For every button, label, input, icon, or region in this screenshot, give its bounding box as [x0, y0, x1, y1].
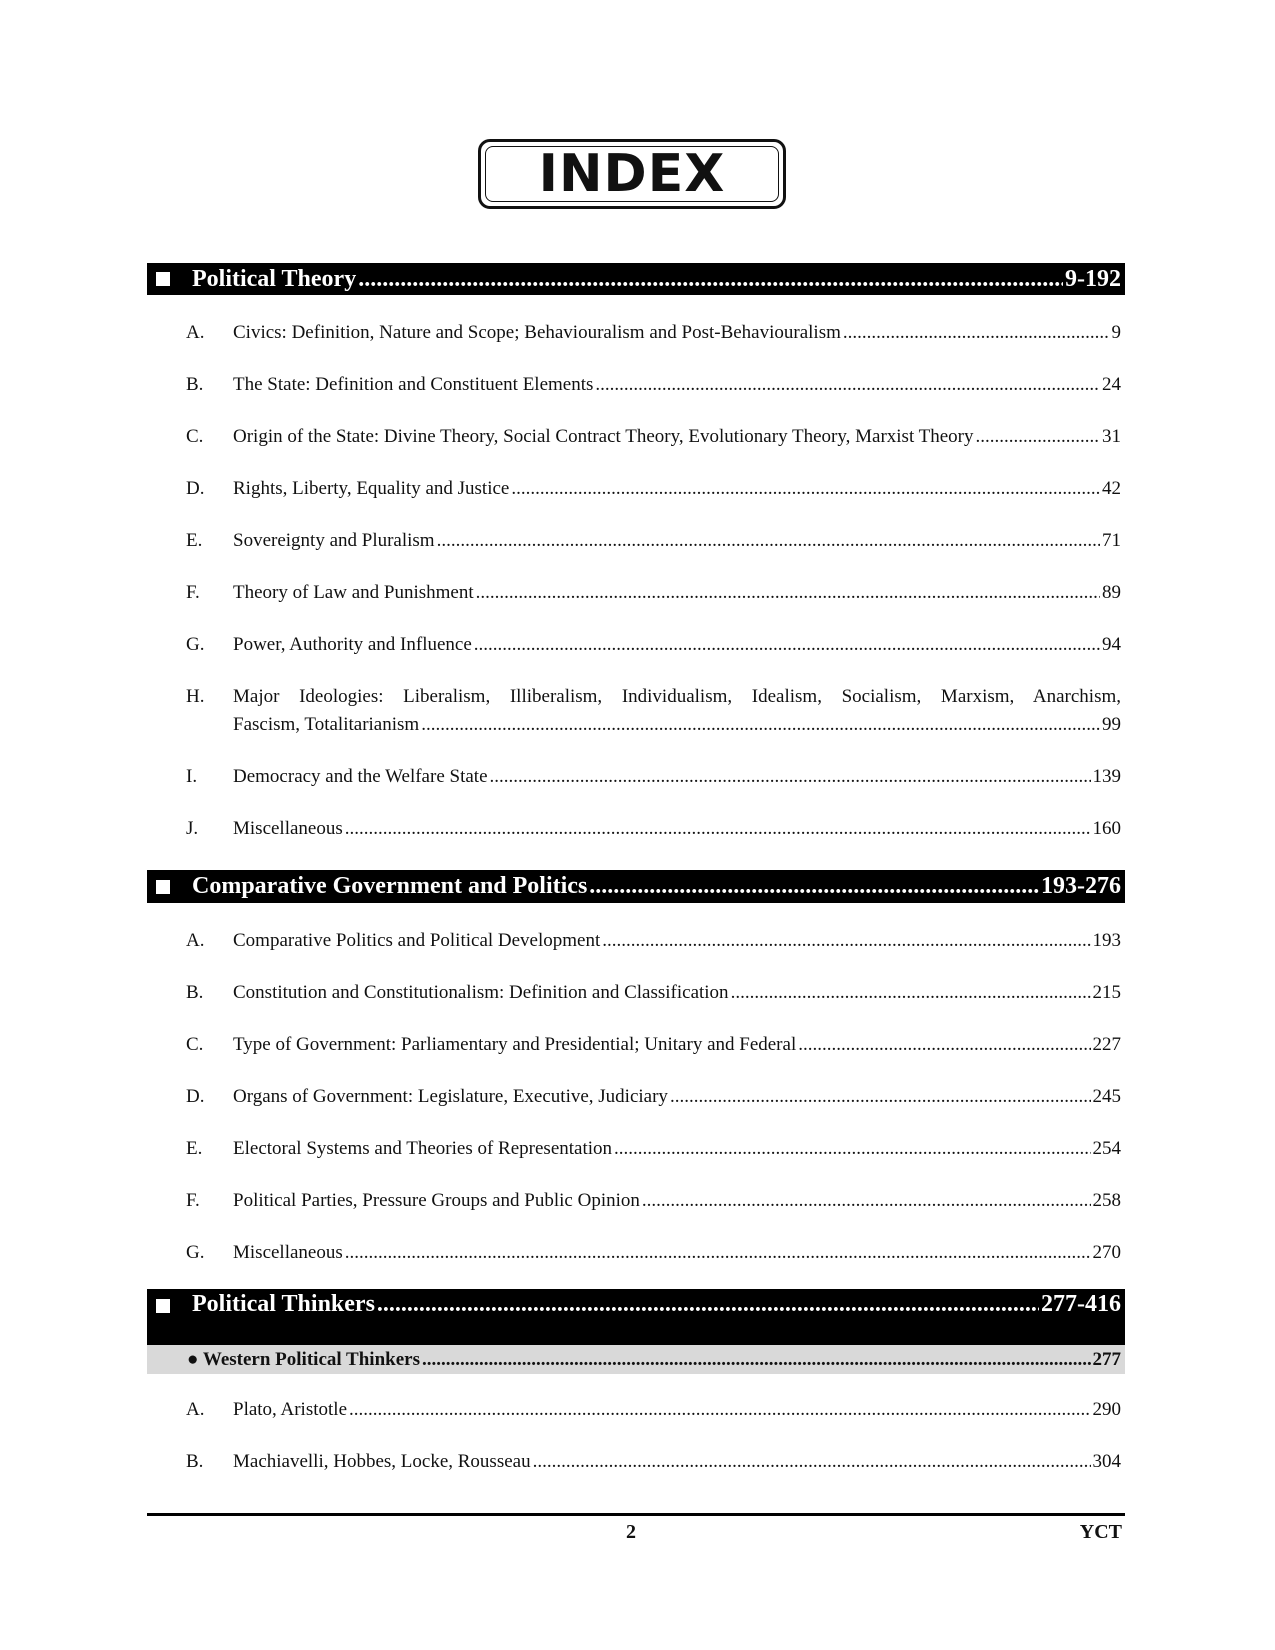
square-bullet-icon	[156, 272, 170, 286]
item-letter: C.	[186, 1034, 204, 1055]
item-page: 270	[1092, 1242, 1121, 1263]
item-page: 258	[1092, 1190, 1121, 1211]
item-page: 139	[1092, 766, 1121, 787]
item-page: 290	[1092, 1399, 1121, 1420]
item-page: 193	[1092, 930, 1121, 951]
item-text: Sovereignty and Pluralism	[233, 530, 435, 551]
section-pages: 9-192	[1065, 265, 1121, 292]
item-letter: G.	[186, 634, 205, 655]
item-text: Organs of Government: Legislature, Executive, Judiciary	[233, 1086, 668, 1107]
section-title: Political Theory	[192, 265, 357, 292]
item-letter: J.	[186, 818, 199, 839]
item-page: 71	[1102, 530, 1121, 551]
dot-leader	[422, 1349, 1091, 1371]
item-letter: F.	[186, 1190, 200, 1211]
section-pages: 193-276	[1041, 873, 1121, 899]
item-text: Fascism, Totalitarianism	[233, 714, 420, 735]
item-text: Theory of Law and Punishment	[233, 582, 474, 603]
item-page: 99	[1102, 714, 1121, 735]
section-title: Political Thinkers	[192, 1291, 375, 1317]
item-letter: A.	[186, 1399, 205, 1420]
square-bullet-icon	[156, 1299, 170, 1313]
item-text: Power, Authority and Influence	[233, 634, 472, 655]
square-bullet-icon	[156, 880, 170, 894]
item-page: 9	[1111, 322, 1121, 343]
item-letter: G.	[186, 1242, 205, 1263]
dot-leader	[377, 1291, 1039, 1318]
dot-leader	[589, 873, 1039, 900]
item-text: Miscellaneous	[233, 818, 343, 839]
item-page: 227	[1092, 1034, 1121, 1055]
item-text: The State: Definition and Constituent Elements	[233, 374, 594, 395]
page-title: INDEX	[538, 144, 726, 204]
item-text: Civics: Definition, Nature and Scope; Behaviouralism and Post-Behaviouralism	[233, 322, 841, 343]
item-text: Plato, Aristotle	[233, 1399, 347, 1420]
subsection-page: 277	[1092, 1348, 1121, 1370]
item-page: 94	[1102, 634, 1121, 655]
item-text-line1: Major Ideologies: Liberalism, Illiberalism, Individualism, Idealism, Socialism, Marxism, Anarchism,	[233, 686, 1121, 707]
item-page: 215	[1092, 982, 1121, 1003]
item-page: 31	[1102, 426, 1121, 447]
item-text: Rights, Liberty, Equality and Justice	[233, 478, 510, 499]
item-page: 42	[1102, 478, 1121, 499]
item-text: Political Parties, Pressure Groups and Public Opinion	[233, 1190, 640, 1211]
footer-rule	[147, 1513, 1125, 1516]
item-letter: I.	[186, 766, 198, 787]
subsection-title: ● Western Political Thinkers	[187, 1348, 420, 1370]
item-text: Comparative Politics and Political Development	[233, 930, 601, 951]
item-text: Origin of the State: Divine Theory, Social Contract Theory, Evolutionary Theory, Marxist Theory	[233, 426, 974, 447]
item-page: 24	[1102, 374, 1121, 395]
section-header-political-theory	[147, 263, 1125, 295]
item-letter: B.	[186, 982, 204, 1003]
item-letter: E.	[186, 530, 203, 551]
item-letter: B.	[186, 374, 204, 395]
dot-leader	[358, 266, 1063, 293]
list-item	[147, 683, 1125, 739]
item-page: 304	[1092, 1451, 1121, 1472]
publisher-brand: YCT	[1079, 1521, 1122, 1543]
index-title-box	[478, 139, 786, 209]
section-header-political-thinkers	[147, 1289, 1125, 1345]
item-text: Electoral Systems and Theories of Representation	[233, 1138, 613, 1159]
item-text: Type of Government: Parliamentary and Presidential; Unitary and Federal	[233, 1034, 797, 1055]
item-letter: H.	[186, 686, 205, 707]
section-title: Comparative Government and Politics	[192, 873, 588, 899]
section-pages: 277-416	[1041, 1291, 1121, 1317]
item-letter: E.	[186, 1138, 203, 1159]
item-letter: D.	[186, 478, 205, 499]
item-text: Machiavelli, Hobbes, Locke, Rousseau	[233, 1451, 531, 1472]
item-letter: B.	[186, 1451, 204, 1472]
page-number: 2	[626, 1521, 636, 1543]
item-page: 254	[1092, 1138, 1121, 1159]
item-letter: A.	[186, 930, 205, 951]
item-text: Constitution and Constitutionalism: Definition and Classification	[233, 982, 729, 1003]
subsection-header-western-thinkers	[147, 1345, 1125, 1374]
item-page: 89	[1102, 582, 1121, 603]
item-page: 160	[1092, 818, 1121, 839]
section-header-comparative-government	[147, 870, 1125, 903]
item-letter: A.	[186, 322, 205, 343]
item-letter: C.	[186, 426, 204, 447]
item-page: 245	[1092, 1086, 1121, 1107]
item-letter: F.	[186, 582, 200, 603]
item-text: Miscellaneous	[233, 1242, 343, 1263]
item-text: Democracy and the Welfare State	[233, 766, 488, 787]
item-letter: D.	[186, 1086, 205, 1107]
